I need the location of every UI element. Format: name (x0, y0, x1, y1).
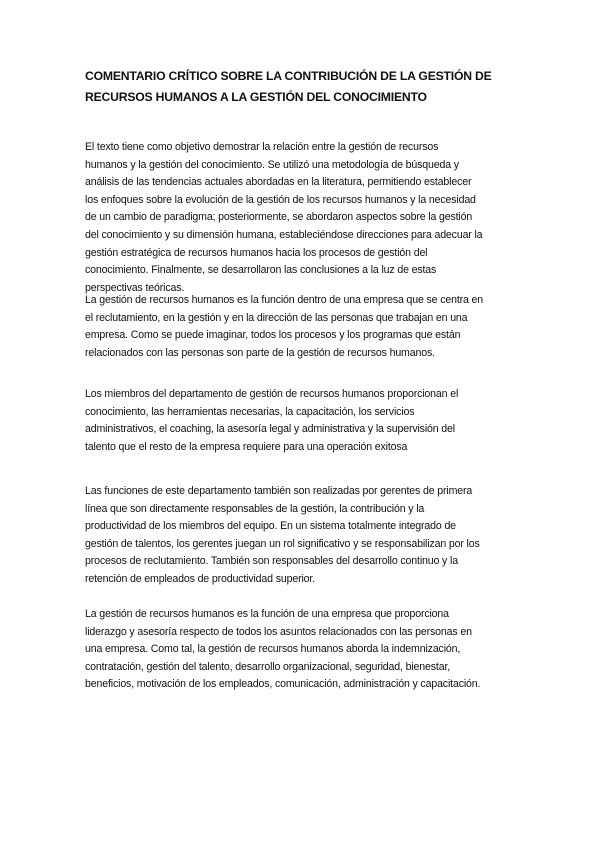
text-line: del conocimiento y su dimensión humana, estableciéndose direcciones para adecuar la (85, 228, 483, 241)
title-line: COMENTARIO CRÍTICO SOBRE LA CONTRIBUCIÓN DE LA GESTIÓN DE (85, 69, 492, 83)
text-line: gestión de talentos, los gerentes juegan un rol significativo y se responsabilizan por los (85, 537, 480, 550)
text-line: Las funciones de este departamento también son realizadas por gerentes de primera (85, 485, 473, 497)
text-line: gestión estratégica de recursos humanos hacia los procesos de gestión del (85, 246, 428, 259)
text-line: empresa. Como se puede imaginar, todos los procesos y los programas que están (85, 329, 461, 342)
text-line: humanos y la gestión del conocimiento. Se utilizó una metodología de búsqueda y (85, 158, 459, 171)
text-line: perspectivas teóricas. (85, 281, 185, 294)
text-line: procesos de reclutamiento. También son responsables del desarrollo continuo y la (85, 555, 458, 568)
text-line: La gestión de recursos humanos es la función dentro de una empresa que se centra en (85, 294, 484, 306)
text-line: La gestión de recursos humanos es la función de una empresa que proporciona (85, 608, 449, 620)
text-line: contratación, gestión del talento, desarrollo organizacional, seguridad, bienestar, (85, 660, 451, 673)
text-line: administrativos, el coaching, la asesoría legal y administrativa y la supervisión del (85, 423, 455, 436)
paragraph-4 (85, 483, 480, 589)
paragraph-3 (85, 386, 458, 456)
text-line: los enfoques sobre la evolución de la gestión de los recursos humanos y la necesidad (85, 193, 476, 206)
text-line: liderazgo y asesoría respecto de todos los asuntos relacionados con las personas en (85, 625, 472, 638)
document-title (85, 66, 492, 108)
text-line: El texto tiene como objetivo demostrar la relación entre la gestión de recursos (85, 141, 439, 153)
text-line: talento que el resto de la empresa requiere para una operación exitosa (85, 440, 408, 453)
paragraph-2 (85, 292, 483, 362)
text-line: conocimiento, las herramientas necesarias, la capacitación, los servicios (85, 405, 415, 418)
text-line: línea que son directamente responsables de la gestión, la contribución y la (85, 502, 425, 515)
text-line: análisis de las tendencias actuales abordadas en la literatura, permitiendo establecer (85, 176, 472, 189)
paragraph-abstract (85, 139, 482, 297)
text-line: conocimiento. Finalmente, se desarrollaron las conclusiones a la luz de estas (85, 264, 437, 277)
title-line: RECURSOS HUMANOS A LA GESTIÓN DEL CONOCIMIENTO (85, 90, 427, 104)
text-line: el reclutamiento, en la gestión y en la dirección de las personas que trabajan en una (85, 311, 468, 324)
paragraph-5 (85, 606, 480, 694)
text-line: productividad de los miembros del equipo. En un sistema totalmente integrado de (85, 520, 456, 533)
text-line: de un cambio de paradigma; posteriormente, se abordaron aspectos sobre la gestión (85, 211, 473, 224)
text-line: beneficios, motivación de los empleados, comunicación, administración y capacitación. (85, 678, 481, 691)
text-line: retención de empleados de productividad superior. (85, 572, 315, 585)
text-line: una empresa. Como tal, la gestión de recursos humanos aborda la indemnización, (85, 643, 461, 656)
text-line: relacionados con las personas son parte de la gestión de recursos humanos. (85, 346, 435, 359)
text-line: Los miembros del departamento de gestión de recursos humanos proporcionan el (85, 388, 459, 400)
